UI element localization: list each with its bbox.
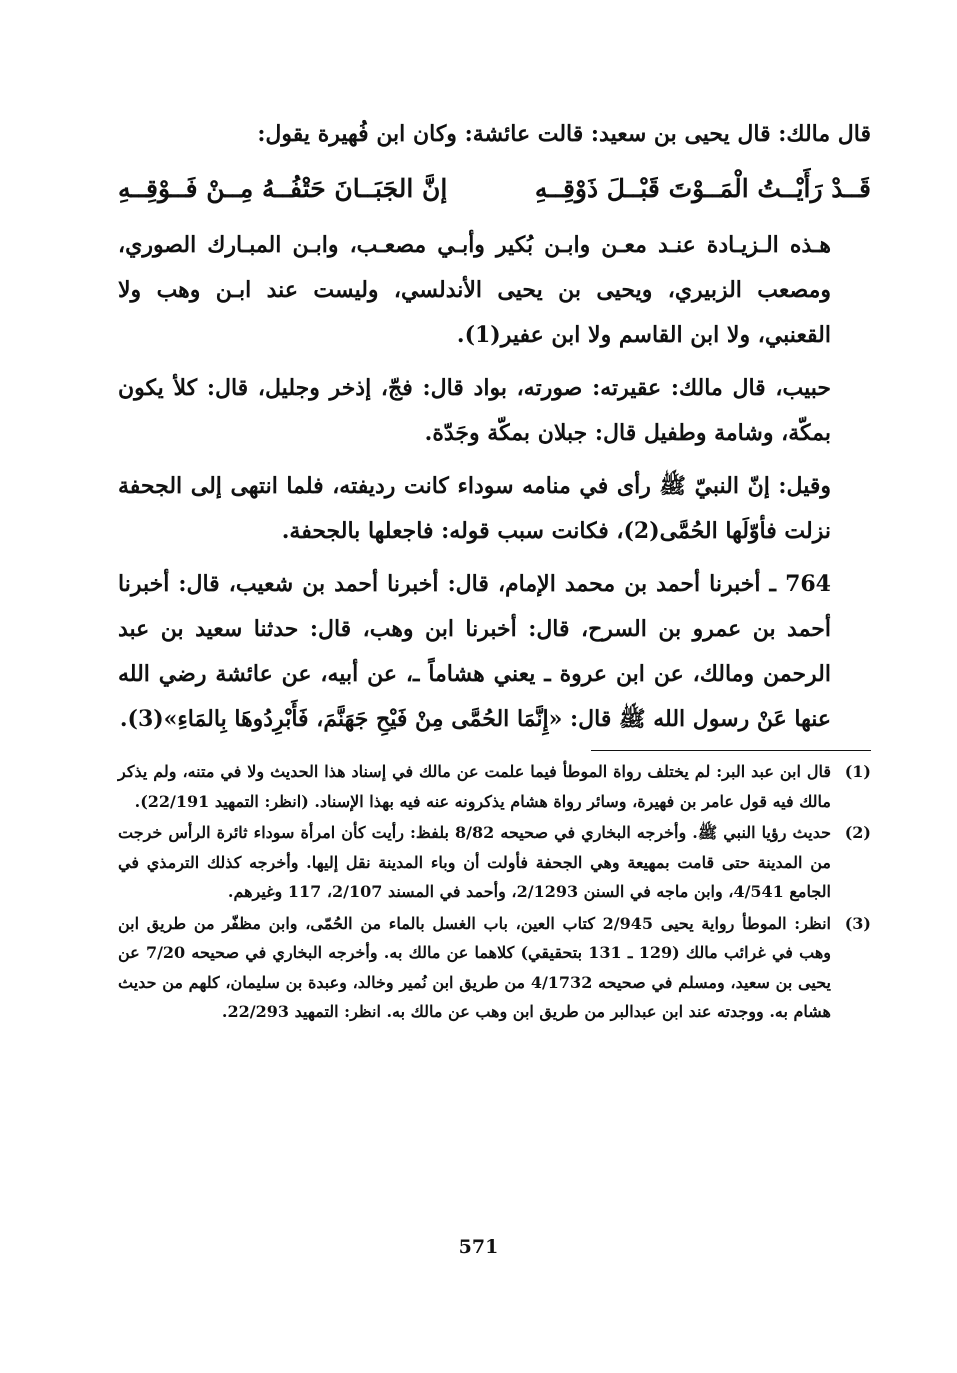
main-text [118, 112, 871, 742]
verse-second-hemistich: إنَّ الجَبَــانَ حَتْفُــهُ مِــنْ فَــوْقِــهِ [118, 174, 448, 203]
footnote-2 [118, 818, 871, 907]
page-number: 571 [458, 1236, 499, 1258]
poetry-verse [118, 165, 871, 213]
footnote-text: قال ابن عبد البر: لم يختلف رواة الموطأ فيما علمت عن مالك في إسناد هذا الحديث ولا في متنه، ولم يذكر مالك فيه قول عامر بن فهيرة، وسائر رواة هشام يذكرونه عنه فيه بهذا الإسناد. (انظر: التمهيد 22/191). [118, 762, 831, 811]
paragraph-ziyada: هـذه الـزيـادة عنـد معـن وابـن بُكير وأبـي مصعـب، وابـن المبـارك الصوري، ومصعب الزبيري، ويحيى بن يحيى الأندلسي، وليست عند ابـن وهب ولا القعنبي، ولا ابن القاسم ولا ابن عفير(1). [118, 232, 831, 348]
footnote-number: (2) [844, 823, 871, 842]
footnote-1 [118, 757, 871, 816]
verse-first-hemistich: قَــدْ رَأَيْــتُ الْمَــوْتَ قَبْــلَ ذَوْقِــهِ [534, 174, 871, 203]
footnote-3 [118, 909, 871, 1027]
footnote-divider [591, 750, 871, 751]
intro-line: قال مالك: قال يحيى بن سعيد: قالت عائشة: وكان ابن فُهيرة يقول: [257, 121, 871, 147]
paragraph-dream: وقيل: إنّ النبيّ ﷺ رأى في منامه سوداء كانت رديفته، فلما انتهى إلى الجحفة نزلت فأوّلَها الحُمَّى(2)، فكانت سبب قوله: فاجعلها بالجحفة. [118, 473, 831, 544]
paragraph-glossary: حبيب، قال مالك: عقيرته: صورته، بواد قال: فجّ، إذخر وجليل، قال: كلأ يكون بمكّة، وشامة وطفيل قال: جبلان بمكّة وجَدّة. [118, 375, 831, 446]
footnote-text: انظر: الموطأ رواية يحيى 2/945 كتاب العين، باب الغسل بالماء من الحُمّى، وابن مظفّر من طريق ابن وهب في غرائب مالك (129 ـ 131 بتحقيقي) كلاهما عن مالك به. وأخرجه البخاري في صحيحه 7/20 عن يحيى بن سعيد، ومسلم في صحيحه 4/1732 من طريق ابن نُمير وخالد، وعبدة بن سليمان، كلهم من حديث هشام به. ووجدته عند ابن عبدالبر من طريق ابن وهب عن مالك به. انظر: التمهيد 22/293. [118, 913, 832, 1021]
footnote-text: حديث رؤيا النبي ﷺ. وأخرجه البخاري في صحيحه 8/82 بلفظ: رأيت كأن امرأة سوداء ثائرة الرأس خرجت من المدينة حتى قامت بمهيعة وهي الجحفة فأولت أن وباء المدينة نقل إليها. وأخرجه كذلك الترمذي في الجامع 4/541، وابن ماجه في السنن 2/1293، وأحمد في المسند 2/107، 117 وغيرهم. [118, 823, 831, 901]
hadith-764: 764 ـ أخبرنا أحمد بن محمد الإمام، قال: أخبرنا أحمد بن شعيب، قال: أخبرنا أحمد بن عمرو بن السرح، قال: أخبرنا ابن وهب، قال: حدثنا سعيد بن عبد الرحمن ومالك، عن ابن عروة ـ يعني هشاماً ـ، عن أبيه، عن عائشة رضي الله عنها عَنْ رسول الله ﷺ قال: «إِنَّمَا الحُمَّى مِنْ فَيْحِ جَهَنَّمَ، فَأَبْرِدُوهَا بِالمَاءِ»(3). [118, 571, 831, 732]
footnote-number: (3) [844, 913, 871, 933]
footnote-number: (1) [844, 762, 871, 781]
footnotes [118, 757, 871, 1027]
